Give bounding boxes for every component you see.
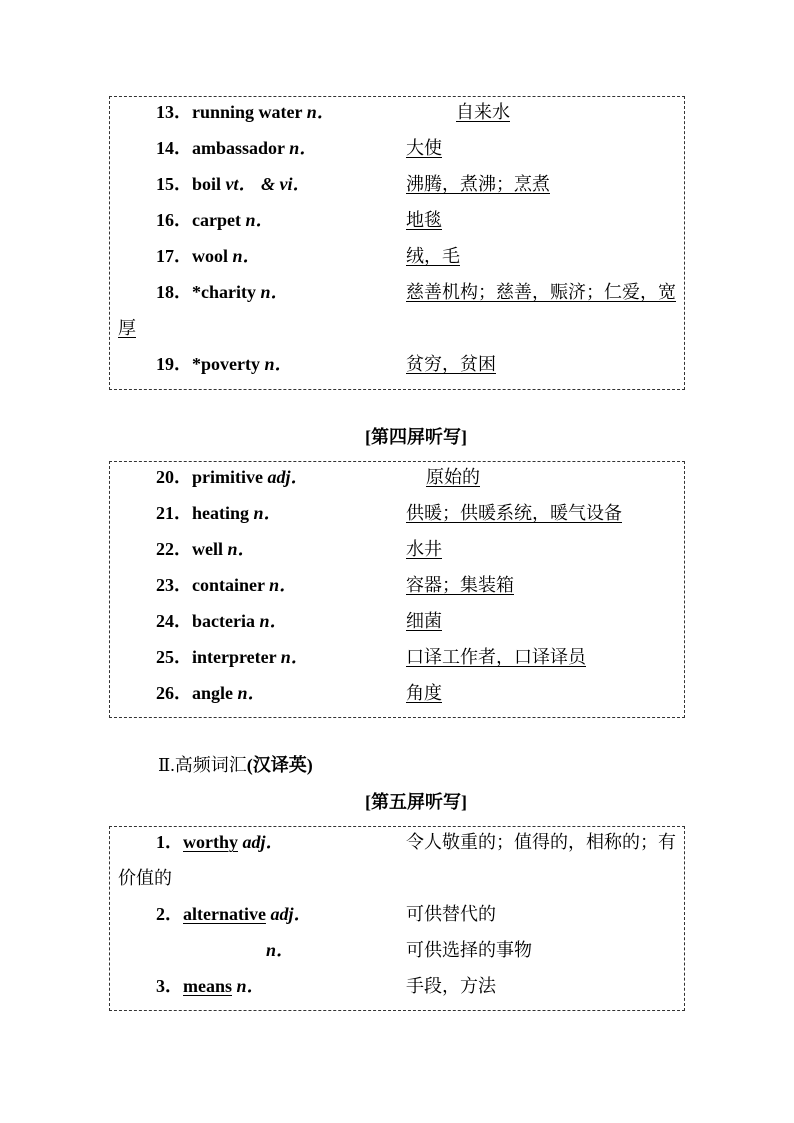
chinese-meaning: 自来水 (456, 102, 510, 122)
vocab-row-continuation (110, 860, 684, 896)
vocab-row (110, 495, 684, 531)
item-number: 22． (156, 539, 192, 559)
english-word: heating (192, 503, 250, 523)
english-word: well (192, 539, 223, 559)
item-number: 18． (156, 282, 192, 302)
english-word: worthy (183, 832, 238, 852)
chinese-meaning: 口译工作者，口译译员 (406, 647, 586, 667)
english-word: *poverty (192, 354, 260, 374)
item-number: 21． (156, 503, 192, 523)
part-of-speech: adj． (270, 904, 312, 924)
english-word: interpreter (192, 647, 277, 667)
vocab-row (110, 968, 684, 1004)
vocab-row-continuation (110, 310, 684, 346)
section-title (158, 753, 313, 777)
english-word: wool (192, 246, 228, 266)
part-of-speech: n． (245, 210, 274, 230)
chinese-meaning: 可供选择的事物 (406, 940, 532, 960)
english-word: alternative (183, 904, 266, 924)
chinese-meaning: 大使 (406, 138, 442, 158)
part-of-speech: n． (280, 647, 309, 667)
vocab-box-2 (109, 461, 685, 718)
part-of-speech: n． (253, 503, 282, 523)
chinese-meaning-continuation: 厚 (118, 318, 136, 338)
part-of-speech: n． (269, 575, 298, 595)
chinese-meaning: 手段，方法 (406, 976, 496, 996)
item-number: 3． (156, 976, 183, 996)
vocab-row (110, 94, 684, 130)
vocab-box-1 (109, 96, 685, 390)
part-of-speech: vt． & vi． (225, 174, 311, 194)
english-word: means (183, 976, 232, 996)
item-number: 16． (156, 210, 192, 230)
part-of-speech: n． (289, 138, 318, 158)
vocab-row-sub (110, 932, 684, 968)
part-of-speech: adj． (267, 467, 309, 487)
vocab-row (110, 675, 684, 711)
chinese-meaning: 慈善机构；慈善，赈济；仁爱，宽 (406, 282, 676, 302)
part-of-speech: n． (259, 611, 288, 631)
chinese-meaning: 可供替代的 (406, 904, 496, 924)
vocab-row (110, 603, 684, 639)
item-number: 26． (156, 683, 192, 703)
section-title-prefix: Ⅱ.高频词汇 (158, 755, 247, 775)
section-title-suffix: (汉译英) (246, 755, 313, 775)
item-number: 23． (156, 575, 192, 595)
part-of-speech: n． (237, 683, 266, 703)
english-word: carpet (192, 210, 241, 230)
english-word: primitive (192, 467, 263, 487)
chinese-meaning-continuation: 价值的 (118, 868, 172, 888)
chinese-meaning: 供暖；供暖系统，暖气设备 (406, 503, 622, 523)
part-of-speech: n． (232, 246, 261, 266)
vocab-row (110, 130, 684, 166)
vocab-row (110, 202, 684, 238)
item-number: 14． (156, 138, 192, 158)
vocab-row (110, 274, 684, 310)
item-number: 24． (156, 611, 192, 631)
vocab-row (110, 639, 684, 675)
part-of-speech: n． (264, 354, 293, 374)
vocab-row (110, 567, 684, 603)
part-of-speech: n． (306, 102, 335, 122)
part-of-speech: n． (236, 976, 265, 996)
vocab-box-3 (109, 826, 685, 1011)
vocab-row (110, 346, 684, 382)
chinese-meaning: 原始的 (426, 467, 480, 487)
vocab-row (110, 459, 684, 495)
screen-heading-4: [第四屏听写] (365, 427, 467, 447)
chinese-meaning: 绒，毛 (406, 246, 460, 266)
english-word: angle (192, 683, 234, 703)
chinese-meaning: 水井 (406, 539, 442, 559)
vocab-row (110, 896, 684, 932)
screen-heading-5: [第五屏听写] (365, 792, 467, 812)
english-word: *charity (192, 282, 256, 302)
part-of-speech: n． (227, 539, 256, 559)
item-number: 2． (156, 904, 183, 924)
chinese-meaning: 细菌 (406, 611, 442, 631)
item-number: 15． (156, 174, 192, 194)
vocab-row (110, 531, 684, 567)
item-number: 1． (156, 832, 183, 852)
vocab-row (110, 824, 684, 860)
part-of-speech: n． (260, 282, 289, 302)
english-word: boil (192, 174, 222, 194)
english-word: ambassador (192, 138, 285, 158)
item-number: 17． (156, 246, 192, 266)
english-word: bacteria (192, 611, 255, 631)
chinese-meaning: 容器；集装箱 (406, 575, 514, 595)
part-of-speech: n． (266, 940, 295, 960)
english-word: running water (192, 102, 303, 122)
chinese-meaning: 令人敬重的；值得的，相称的；有 (406, 832, 676, 852)
item-number: 25． (156, 647, 192, 667)
chinese-meaning: 角度 (406, 683, 442, 703)
item-number: 13． (156, 102, 192, 122)
chinese-meaning: 沸腾，煮沸；烹煮 (406, 174, 550, 194)
vocab-row (110, 166, 684, 202)
chinese-meaning: 贫穷，贫困 (406, 354, 496, 374)
item-number: 19． (156, 354, 192, 374)
item-number: 20． (156, 467, 192, 487)
english-word: container (192, 575, 265, 595)
chinese-meaning: 地毯 (406, 210, 442, 230)
part-of-speech: adj． (242, 832, 284, 852)
vocab-row (110, 238, 684, 274)
